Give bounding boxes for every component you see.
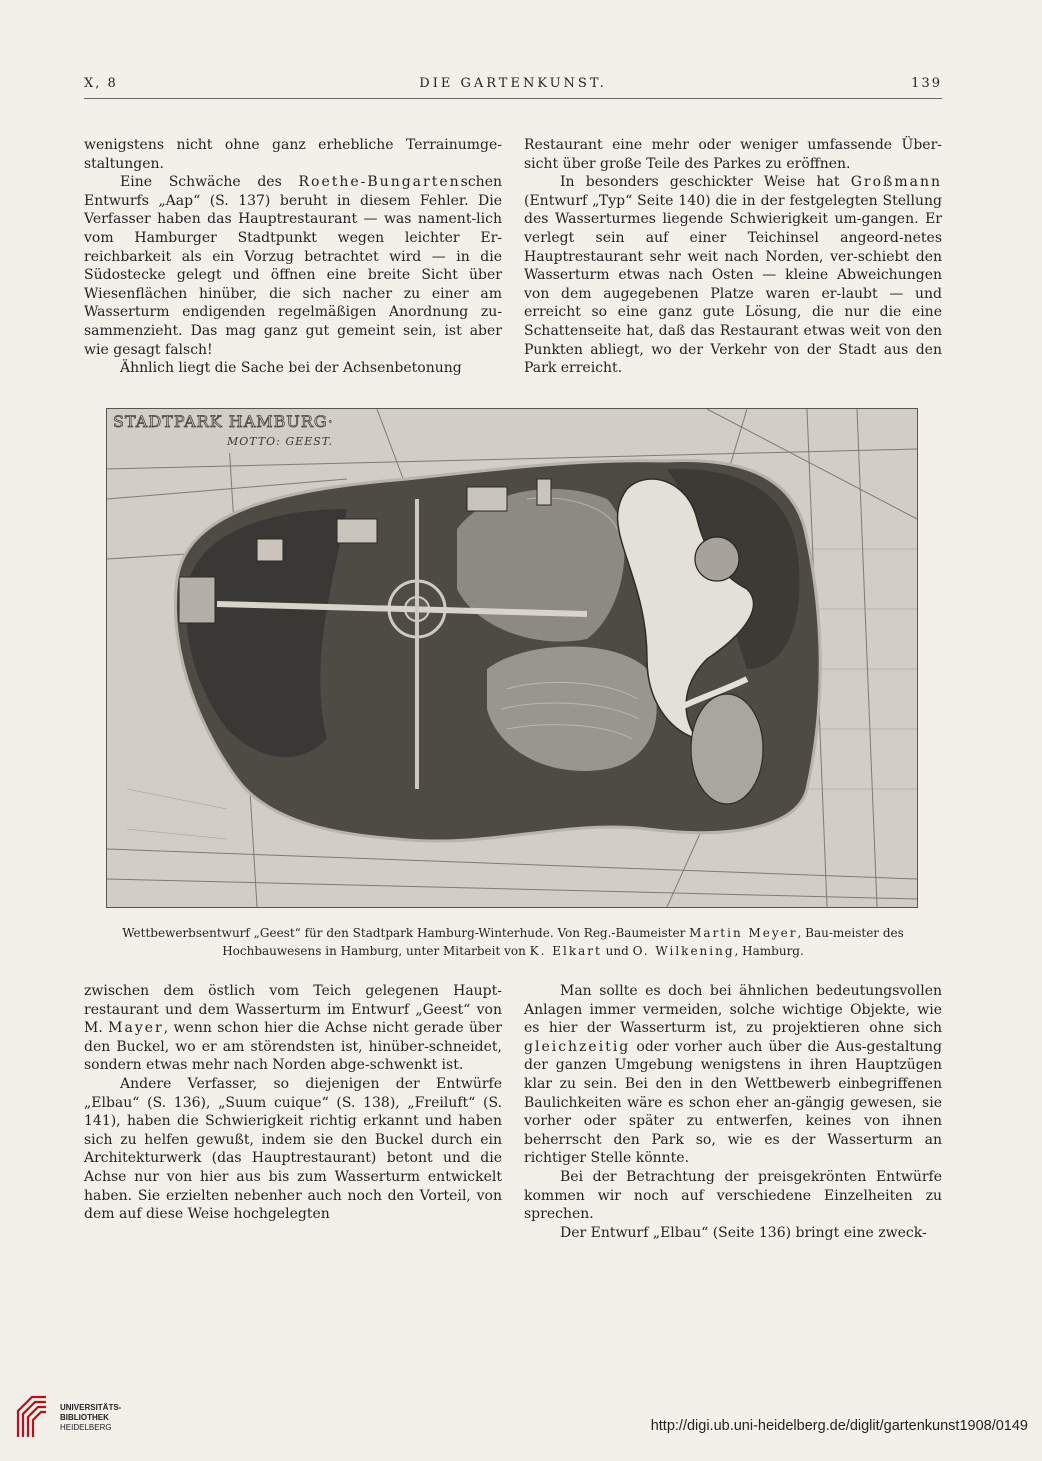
paragraph: Eine Schwäche des Roethe-Bungartenschen Entwurfs „Aap“ (S. 137) beruht in diesem Fehler. Die Verfasser haben das Hauptrestaurant — was nament-lich vom Hamburger Stadtpunkt wegen leichter Er-reichbarkeit als ein Vorzug betrachtet wird — in die Südostecke gelegt und öffnen eine breite Sicht über Wiesenflächen hinüber, die sich nacher zu einer am Wasserturm endigenden regelmäßigen Anordnung zu-sammenzieht. Das mag ganz gut gemeint sein, ist aber wie gesagt falsch! <box>84 174 502 358</box>
top-left-column <box>84 136 502 378</box>
paragraph: Der Entwurf „Elbau“ (Seite 136) bringt eine zweck- <box>560 1224 927 1241</box>
running-header <box>84 76 942 96</box>
spaced-name: K. Elkart <box>529 944 602 958</box>
spaced-name: Mayer <box>108 1020 164 1037</box>
bottom-right-column <box>524 982 942 1242</box>
plan-motto: MOTTO: GEEST. <box>227 435 333 448</box>
figure-caption: Wettbewerbsentwurf „Geest“ für den Stadtpark Hamburg-Winterhude. Von Reg.-Baumeister Martin Meyer, Bau-meister des Hochbauwesens in Hamburg, unter Mitarbeit von K. Elkart und O. Wilkening, Hamburg. <box>122 926 904 958</box>
library-logo-icon <box>14 1393 50 1441</box>
library-logo[interactable] <box>14 1393 164 1443</box>
paragraph: wenigstens nicht ohne ganz erhebliche Terrainumge-staltungen. <box>84 137 502 172</box>
spaced-name: O. Wilkening <box>632 944 735 958</box>
spaced-name: Roethe-Bungarten <box>298 174 461 191</box>
park-plan-illustration <box>106 408 918 908</box>
paragraph: Andere Verfasser, so diejenigen der Entwürfe „Elbau“ (S. 136), „Suum cuique“ (S. 138), „Freiluft“ (S. 141), haben die Schwierigkeit richtig erkannt und haben sich zu helfen gewußt, indem sie den Buckel durch ein Architekturwerk (das Hauptrestaurant) betont und die Achse nur von hier aus bis zum Wasserturm entwickelt haben. Sie erzielten nebenher auch noch den Vorteil, von dem auf diese Weise hochgelegten <box>84 1075 502 1223</box>
paragraph: zwischen dem östlich vom Teich gelegenen Haupt-restaurant und dem Wasserturm im Entwurf „Geest“ von M. Mayer, wenn schon hier die Achse nicht gerade über den Buckel, wo er am störendsten ist, hinüber-schneidet, sondern etwas mehr nach Norden abge-schwenkt ist. <box>84 983 502 1074</box>
library-name: UNIVERSITÄTS- BIBLIOTHEK HEIDELBERG <box>60 1403 122 1432</box>
spaced-name: Großmann <box>850 174 942 191</box>
source-url-link[interactable]: http://digi.ub.uni-heidelberg.de/diglit/gartenkunst1908/0149 <box>650 1418 1028 1434</box>
paragraph: Restaurant eine mehr oder weniger umfassende Über-sicht über große Teile des Parkes zu eröffnen. <box>524 137 942 172</box>
header-rule <box>84 98 942 99</box>
journal-title: DIE GARTENKUNST. <box>419 76 607 91</box>
paragraph: Man sollte es doch bei ähnlichen bedeutungsvollen Anlagen immer vermeiden, solche wichtige Objekte, wie es hier der Wasserturm ist, zu projektieren ohne sich gleichzeitig oder vorher auch über die Aus-gestaltung der ganzen Umgebung wenigstens in ihren Hauptzügen klar zu sein. Bei den in den Wettbewerb einbegriffenen Baulichkeiten wäre es schon eher an-gängig gewesen, sie vorher oder später zu entwerfen, keines von ihnen beherrscht den Park so, wie es der Wasserturm an richtiger Stelle könnte. <box>524 983 942 1167</box>
volume-issue: X, 8 <box>84 76 118 91</box>
paragraph: Bei der Betrachtung der preisgekrönten Entwürfe kommen wir noch auf verschiedene Einzelheiten zu sprechen. <box>524 1168 942 1223</box>
top-right-column <box>524 136 942 378</box>
paragraph: In besonders geschickter Weise hat Großmann (Entwurf „Typ“ Seite 140) die in der festgelegten Stellung des Wasserturmes liegende Schwierigkeit um-gangen. Er verlegt sein auf einer Teichinsel angeord-netes Hauptrestaurant sehr weit nach Norden, ver-schiebt den Wasserturm etwas nach Osten — kleine Abweichungen von dem augegebenen Platze waren er-laubt — und erreicht so eine ganz gute Lösung, die nur die eine Schattenseite hat, daß das Restaurant etwas weit von den Punkten abliegt, wo der Verkehr von der Stadt aus den Park erreicht. <box>524 174 942 377</box>
plan-title: STADTPARK HAMBURG· <box>113 412 334 431</box>
spaced-name: Martin Meyer <box>689 926 798 940</box>
page-number: 139 <box>911 76 942 91</box>
paragraph: Ähnlich liegt die Sache bei der Achsenbetonung <box>120 360 462 377</box>
bottom-left-column <box>84 982 502 1224</box>
spaced-word: gleichzeitig <box>524 1038 631 1055</box>
